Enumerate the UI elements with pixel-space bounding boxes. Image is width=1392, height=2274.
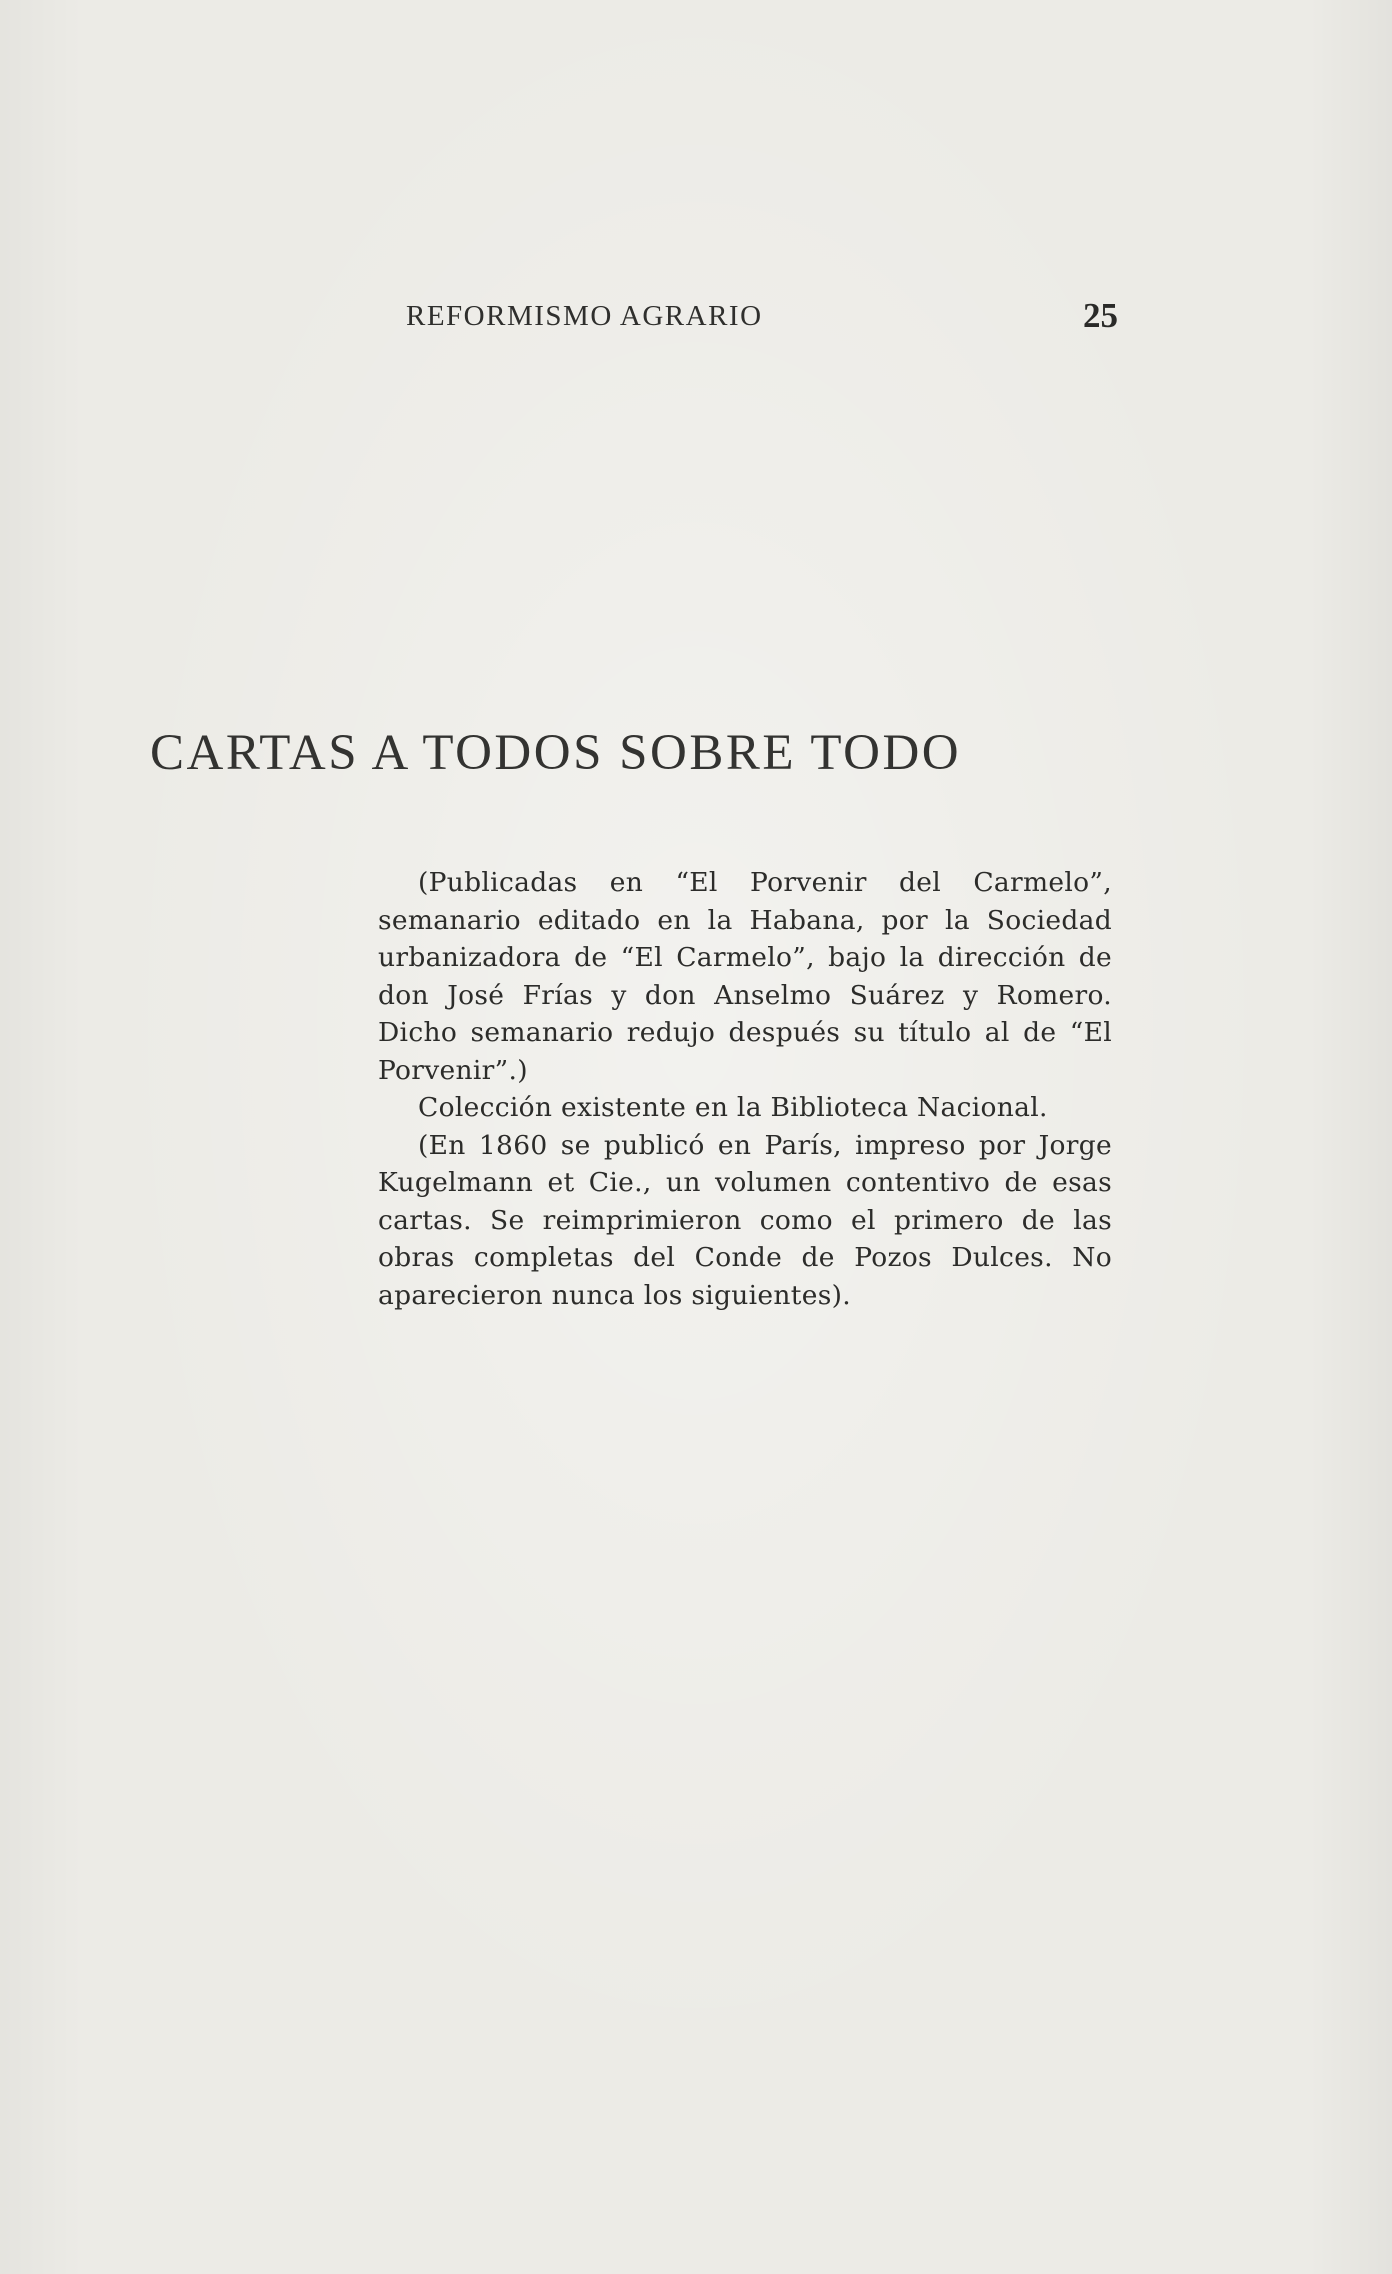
body-text bbox=[378, 864, 1112, 1314]
page-number: 25 bbox=[1083, 296, 1118, 335]
running-head bbox=[376, 296, 1118, 340]
paragraph-collection-note: Colección existente en la Biblioteca Nacional. bbox=[418, 1092, 1048, 1123]
chapter-title: CARTAS A TODOS SOBRE TODO bbox=[150, 725, 962, 781]
paragraph-edition-note: (En 1860 se publicó en París, impreso por Jorge Kugelmann et Cie., un volumen contentivo de esas cartas. Se reimprimieron como el primero de las obras completas del Conde de Pozos Dulces. No aparecieron nunca los siguientes). bbox=[378, 1129, 1112, 1311]
running-title: REFORMISMO AGRARIO bbox=[406, 300, 763, 332]
paragraph-publication-note: (Publicadas en “El Porvenir del Carmelo”, semanario editado en la Habana, por la Sociedad urbanizadora de “El Carmelo”, bajo la dirección de don José Frías y don Anselmo Suárez y Romero. Dicho semanario redujo después su título al de “El Porvenir”.) bbox=[378, 867, 1112, 1086]
